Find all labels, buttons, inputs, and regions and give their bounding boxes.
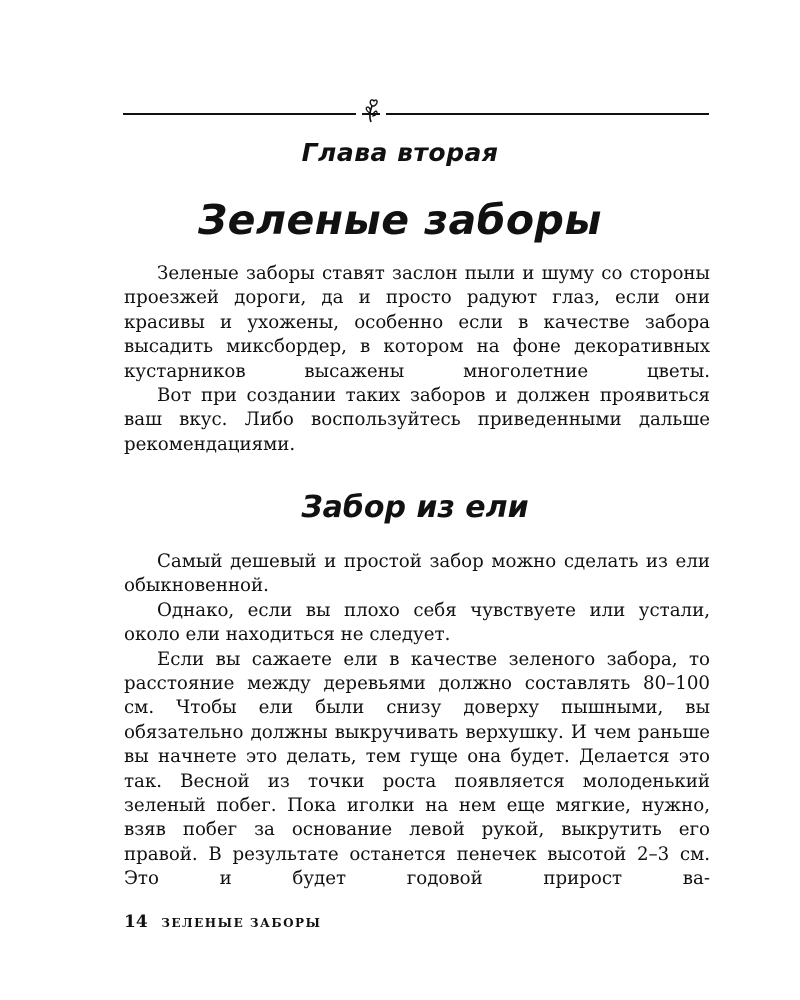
page-number: 14	[124, 912, 148, 932]
page-footer	[124, 912, 321, 932]
section-text	[124, 550, 710, 892]
running-title: ЗЕЛЕНЫЕ ЗАБОРЫ	[161, 916, 322, 930]
paragraph: Зеленые заборы ставят заслон пыли и шуму со стороны проезжей дороги, да и просто радуют глаз, если они красивы и ухожены, особенно если в качестве забора высадить миксбордер, в котором на фоне декоративных кустарников высажены многолетние цветы.	[124, 263, 710, 382]
flower-ornament-icon	[356, 95, 386, 125]
chapter-title: Зеленые заборы	[198, 196, 602, 244]
chapter-label: Глава вторая	[301, 138, 499, 167]
header-rule	[123, 113, 709, 115]
paragraph: Если вы сажаете ели в качестве зеленого забора, то расстояние между деревьями должно составлять 80–100 см. Чтобы ели были снизу доверху пышными, вы обязательно должны выкручивать верхушку. И чем раньше вы начнете это делать, тем гуще она будет. Делается это так. Весной из точки роста появляется молоденький зеленый побег. Пока иголки на нем еще мягкие, нужно, взяв побег за основание левой рукой, выкрутить его правой. В результате останется пенечек высотой 2–3 см. Это и будет годовой прирост ва-	[124, 648, 710, 890]
paragraph: Однако, если вы плохо себя чувствуете или устали, около ели находиться не следует.	[124, 599, 710, 646]
paragraph: Вот при создании таких заборов и должен проявиться ваш вкус. Либо воспользуйтесь приведенными дальше рекомендациями.	[124, 385, 710, 455]
paragraph: Самый дешевый и простой забор можно сделать из ели обыкновенной.	[124, 551, 710, 597]
intro-text	[124, 262, 710, 457]
section-title: Забор из ели	[301, 490, 529, 525]
